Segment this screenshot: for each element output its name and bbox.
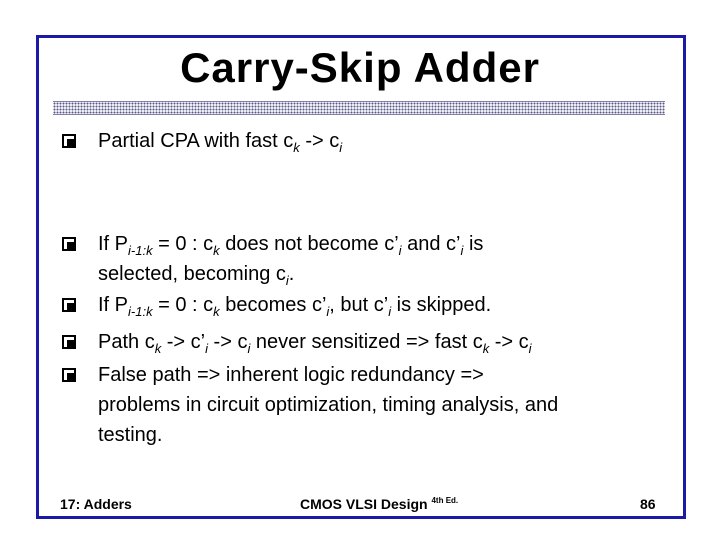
bullet-line: If $P_{i-1:k} = 0$ : $c_k$ becomes $c’_i$, but $c’_i$ is skipped. xyxy=(98,294,492,319)
checkbox-bullet-icon xyxy=(62,298,76,312)
subscript: k xyxy=(213,243,220,258)
subscript: i xyxy=(388,304,392,319)
subscript: i xyxy=(205,341,208,356)
subscript: i xyxy=(247,341,251,356)
checkbox-bullet-icon xyxy=(62,237,76,251)
subscript: i-1:k xyxy=(128,304,153,319)
bullet-text xyxy=(98,290,678,320)
bullet-line: Partial CPA with fast $c_k -> c_i$ xyxy=(98,130,343,155)
bullet-text xyxy=(98,126,678,156)
subscript: i xyxy=(326,304,330,319)
subscript: i-1:k xyxy=(128,243,153,258)
checkbox-bullet-icon xyxy=(62,368,76,382)
bullet-line: testing. xyxy=(98,424,163,446)
bullet-line: If $P_{i-1:k} = 0$ : $c_k$ does not become $c’_i$ and $c’_i$ is xyxy=(98,233,484,258)
subscript: i xyxy=(398,243,402,258)
bullet-line: problems in circuit optimization, timing analysis, and xyxy=(98,394,559,416)
footer-edition: 4th Ed. xyxy=(431,496,459,505)
subscript: i xyxy=(460,243,464,258)
subscript: k xyxy=(154,341,162,356)
bullet-text xyxy=(98,327,678,357)
bullet-line: Path $c_k$ -> $c’_i -> c_i$ never sensitized => fast $c_k -> c_i$ xyxy=(98,331,532,356)
bullet-text xyxy=(98,229,678,289)
subscript: i xyxy=(528,341,532,356)
subscript: i xyxy=(339,140,343,155)
slide-title: Carry-Skip Adder xyxy=(180,44,540,91)
title-divider xyxy=(53,101,665,115)
bullet-line: selected, becoming $c_i$. xyxy=(98,263,295,288)
bullet-line: False path => inherent logic redundancy => xyxy=(98,364,484,386)
checkbox-bullet-icon xyxy=(62,134,76,148)
subscript: k xyxy=(213,304,220,319)
footer-chapter: 17: Adders xyxy=(60,496,132,512)
footer-course-name: CMOS VLSI Design xyxy=(300,496,428,512)
subscript: k xyxy=(293,140,300,155)
subscript: i xyxy=(285,273,289,288)
bullet-text xyxy=(98,360,678,450)
footer-page-number: 86 xyxy=(640,496,656,512)
footer-course xyxy=(300,496,458,512)
subscript: k xyxy=(482,341,490,356)
checkbox-bullet-icon xyxy=(62,335,76,349)
